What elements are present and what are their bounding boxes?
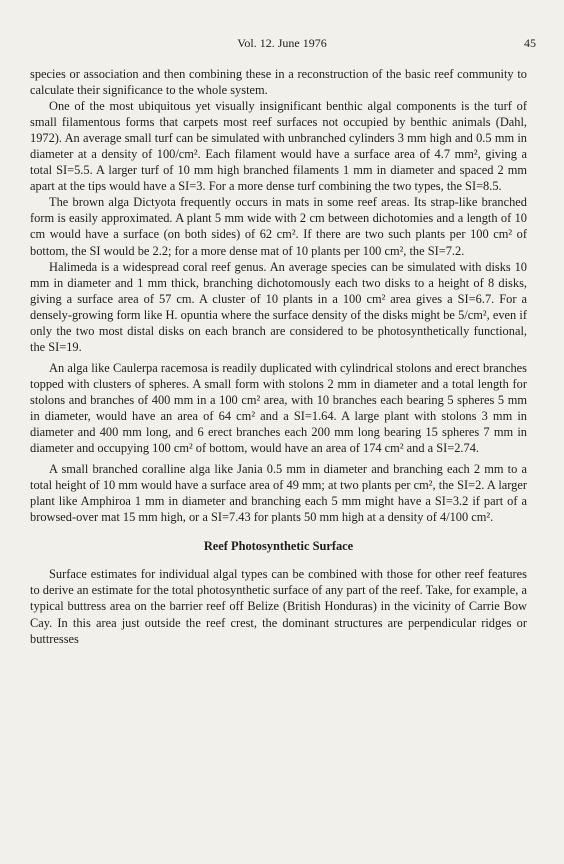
paragraph-halimeda: Halimeda is a widespread coral reef genus. An average species can be simulated with disks 10 mm in diameter and 1 mm thick, branching dichotomously each two disks to a height of 8 disks, giving a surface area of 57 cm. A cluster of 10 plants in a 100 cm² area gives a SI=6.7. For a densely-growing form like H. opuntia where the surface density of the disks might be 5/cm², even if only the two most distal disks on each branch are considered to be photosynthetically functional, the SI=19. [30, 259, 527, 354]
paragraph-dictyota: The brown alga Dictyota frequently occurs in mats in some reef areas. Its strap-like branched form is easily approximated. A plant 5 mm wide with 2 cm between dichotomies and a length of 10 cm would have a surface (on both sides) of 62 cm². If there are two such plants per 100 cm² of bottom, the SI would be 2.2; for a more dense mat of 10 plants per 100 cm², the SI=7.2. [30, 195, 527, 258]
paragraph-caulerpa: An alga like Caulerpa racemosa is readily duplicated with cylindrical stolons and erect branches topped with clusters of spheres. A small form with stolons 2 mm in diameter and a total length for stolons and branches of 400 mm in a 100 cm² area, with 10 branches each bearing 5 spheres 5 mm in diameter, would have an area of 64 cm² and a SI=1.64. A large plant with stolons 3 mm in diameter and 400 mm long, and 6 erect branches each 200 mm long bearing 15 spheres 7 mm in diameter and occupying 100 cm² of bottom, would have an area of 174 cm² and a SI=2.74. [30, 360, 527, 456]
running-header [0, 36, 564, 52]
paragraph-turf: One of the most ubiquitous yet visually insignificant benthic algal components is the turf of small filamentous forms that carpets most reef surfaces not occupied by benthic animals (Dahl, 1972). An average small turf can be simulated with unbranched cylinders 3 mm high and 0.5 mm in diameter at a density of 100/cm². Each filament would have a surface area of 4.7 mm², giving a total SI=5.5. A larger turf of 10 mm high branched filaments 1 mm in diameter and spaced 2 mm apart at the tips would have a SI=3. For a more dense turf combining the two types, the SI=8.5. [30, 99, 527, 194]
article-body [30, 66, 527, 647]
volume-line: Vol. 12. June 1976 [237, 36, 327, 50]
section-heading: Reef Photosynthetic Surface [203, 539, 354, 554]
paragraph-photosynthetic-surface: Surface estimates for individual algal types can be combined with those for other reef features to derive an estimate for the total photosynthetic surface of any part of the reef. Take, for example, a typical buttress area on the barrier reef off Belize (British Honduras) in the vicinity of Carrie Bow Cay. In this area just outside the reef crest, the dominant structures are perpendicular ridges or buttresses [30, 567, 527, 646]
page-number: 45 [524, 36, 536, 50]
paragraph-continuation: species or association and then combining these in a reconstruction of the basic reef community to calculate their significance to the whole system. [30, 67, 527, 98]
paragraph-coralline: A small branched coralline alga like Jania 0.5 mm in diameter and branching each 2 mm to a total height of 10 mm would have a surface area of 49 mm; at two plants per cm², the SI=2. A larger plant like Amphiroa 1 mm in diameter and branching each 5 mm might have a SI=3.2 if part of a browsed-over mat 15 mm high, or a SI=7.43 for plants 50 mm high at a density of 4/100 cm². [30, 462, 527, 525]
